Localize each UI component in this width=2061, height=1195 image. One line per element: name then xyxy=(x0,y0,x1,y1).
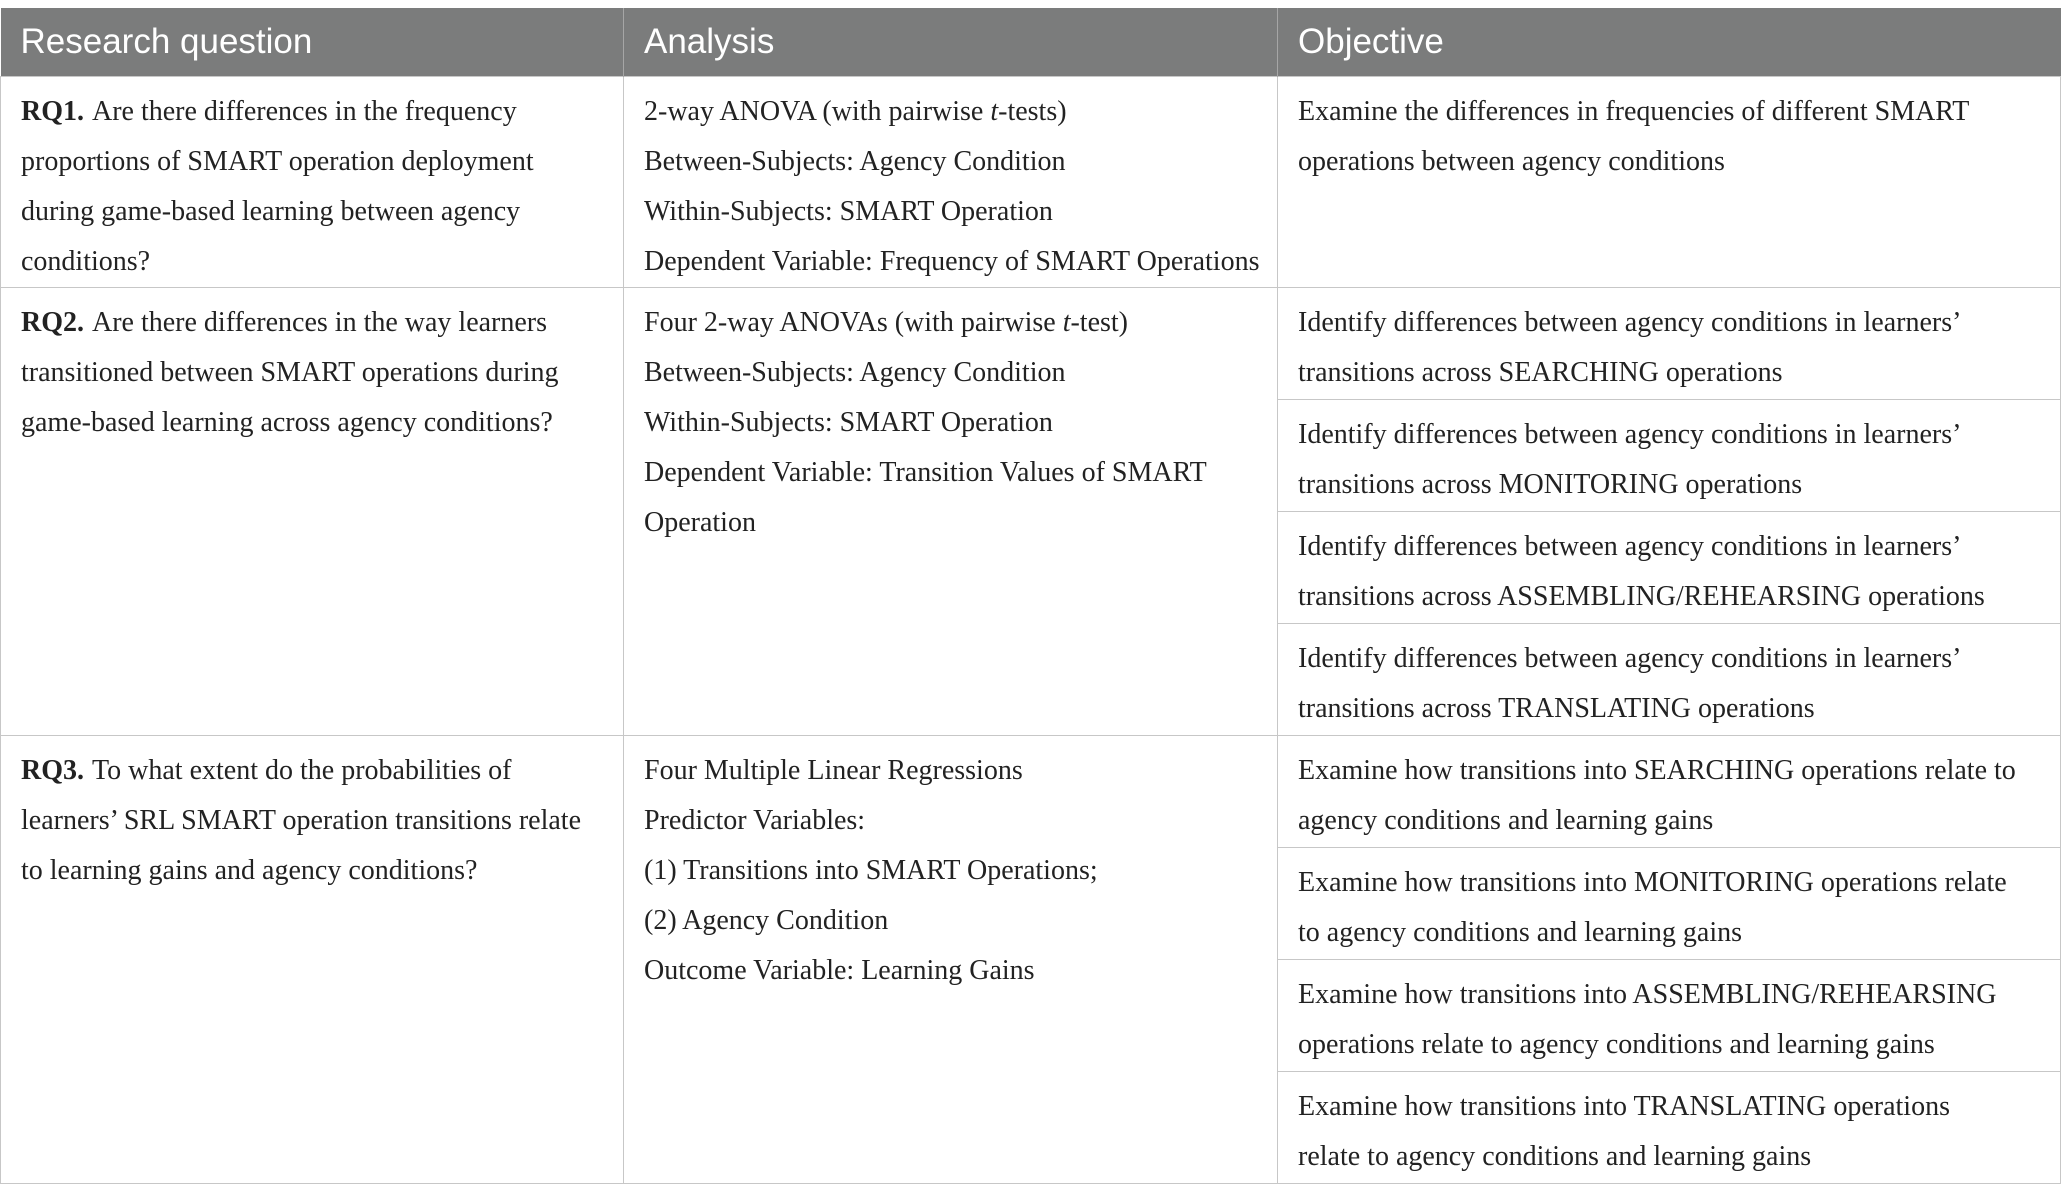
rq3-analysis-line: Four Multiple Linear Regressions xyxy=(644,755,1023,786)
objective-line: transitions across TRANSLATING operations xyxy=(1298,693,1815,724)
objective-line: operations between agency conditions xyxy=(1298,146,1725,177)
rq3-question-cell xyxy=(1,736,624,1184)
rq3-question-line: learners’ SRL SMART operation transitions relate xyxy=(21,805,582,836)
rq3-analysis-line: Outcome Variable: Learning Gains xyxy=(644,955,1035,986)
rq1-analysis-line: Dependent Variable: Frequency of SMART Operations xyxy=(644,246,1260,277)
rq1-analysis-line: Within-Subjects: SMART Operation xyxy=(644,196,1053,227)
rq3-label: RQ3. xyxy=(21,755,84,786)
objective-line: Identify differences between agency conditions in learners’ xyxy=(1298,307,1962,338)
rq2-question-line: transitioned between SMART operations during xyxy=(21,357,559,388)
objective-line: Examine how transitions into MONITORING operations relate xyxy=(1298,867,2007,898)
rq2-analysis-line: Dependent Variable: Transition Values of SMART xyxy=(644,457,1207,488)
table-row-rq2 xyxy=(1,288,2061,400)
objective-line: Identify differences between agency conditions in learners’ xyxy=(1298,643,1962,674)
research-questions-table xyxy=(0,8,2061,1184)
rq3-question-line: RQ3. To what extent do the probabilities of xyxy=(21,755,512,786)
rq2-analysis-line: Within-Subjects: SMART Operation xyxy=(644,407,1053,438)
rq1-question-line: proportions of SMART operation deployment xyxy=(21,146,534,177)
objective-line: agency conditions and learning gains xyxy=(1298,805,1714,836)
objective-line: Identify differences between agency conditions in learners’ xyxy=(1298,531,1962,562)
rq1-objective-cell xyxy=(1278,77,2061,288)
rq2-analysis-line: Between-Subjects: Agency Condition xyxy=(644,357,1066,388)
rq3-question-line: to learning gains and agency conditions? xyxy=(21,855,478,886)
rq1-label: RQ1. xyxy=(21,96,84,127)
rq3-analysis-line: (2) Agency Condition xyxy=(644,905,889,936)
rq2-analysis-line: Operation xyxy=(644,507,756,538)
header-research-question: Research question xyxy=(1,8,624,77)
objective-line: transitions across MONITORING operations xyxy=(1298,469,1803,500)
objective-line: to agency conditions and learning gains xyxy=(1298,917,1742,948)
objective-line: Examine how transitions into SEARCHING operations relate to xyxy=(1298,755,2016,786)
rq2-objective-assembling xyxy=(1278,512,2061,624)
objective-line: relate to agency conditions and learning gains xyxy=(1298,1141,1812,1172)
rq2-question-line: RQ2. Are there differences in the way learners xyxy=(21,307,548,338)
rq2-objective-searching xyxy=(1278,288,2061,400)
objective-line: Examine how transitions into ASSEMBLING/REHEARSING xyxy=(1298,979,1997,1010)
rq3-objective-assembling xyxy=(1278,960,2061,1072)
table-row-rq1 xyxy=(1,77,2061,288)
header-row xyxy=(1,8,2061,77)
header-analysis: Analysis xyxy=(624,8,1278,77)
objective-line: Identify differences between agency conditions in learners’ xyxy=(1298,419,1962,450)
objective-line: transitions across SEARCHING operations xyxy=(1298,357,1783,388)
rq2-question-cell xyxy=(1,288,624,736)
header-objective: Objective xyxy=(1278,8,2061,77)
rq2-objective-translating xyxy=(1278,624,2061,736)
objective-line: Examine the differences in frequencies of different SMART xyxy=(1298,96,1970,127)
objective-line: Examine how transitions into TRANSLATING operations xyxy=(1298,1091,1950,1122)
rq2-label: RQ2. xyxy=(21,307,84,338)
rq3-objective-monitoring xyxy=(1278,848,2061,960)
rq2-objective-monitoring xyxy=(1278,400,2061,512)
objective-line: transitions across ASSEMBLING/REHEARSING operations xyxy=(1298,581,1985,612)
rq1-analysis-cell xyxy=(624,77,1278,288)
table-row-rq3 xyxy=(1,736,2061,848)
rq1-question-line: RQ1. Are there differences in the frequency xyxy=(21,96,517,127)
rq2-question-line: game-based learning across agency conditions? xyxy=(21,407,553,438)
rq1-analysis-line: 2-way ANOVA (with pairwise t-tests) xyxy=(644,96,1067,127)
rq3-analysis-cell xyxy=(624,736,1278,1184)
rq2-analysis-cell xyxy=(624,288,1278,736)
rq3-analysis-line: (1) Transitions into SMART Operations; xyxy=(644,855,1098,886)
rq3-analysis-line: Predictor Variables: xyxy=(644,805,866,836)
rq3-objective-translating xyxy=(1278,1072,2061,1184)
rq3-objective-searching xyxy=(1278,736,2061,848)
objective-line: operations relate to agency conditions and learning gains xyxy=(1298,1029,1935,1060)
rq1-question-line: conditions? xyxy=(21,246,151,277)
rq1-question-cell xyxy=(1,77,624,288)
rq1-analysis-line: Between-Subjects: Agency Condition xyxy=(644,146,1066,177)
rq2-analysis-line: Four 2-way ANOVAs (with pairwise t-test) xyxy=(644,307,1128,338)
rq1-question-line: during game-based learning between agency xyxy=(21,196,521,227)
